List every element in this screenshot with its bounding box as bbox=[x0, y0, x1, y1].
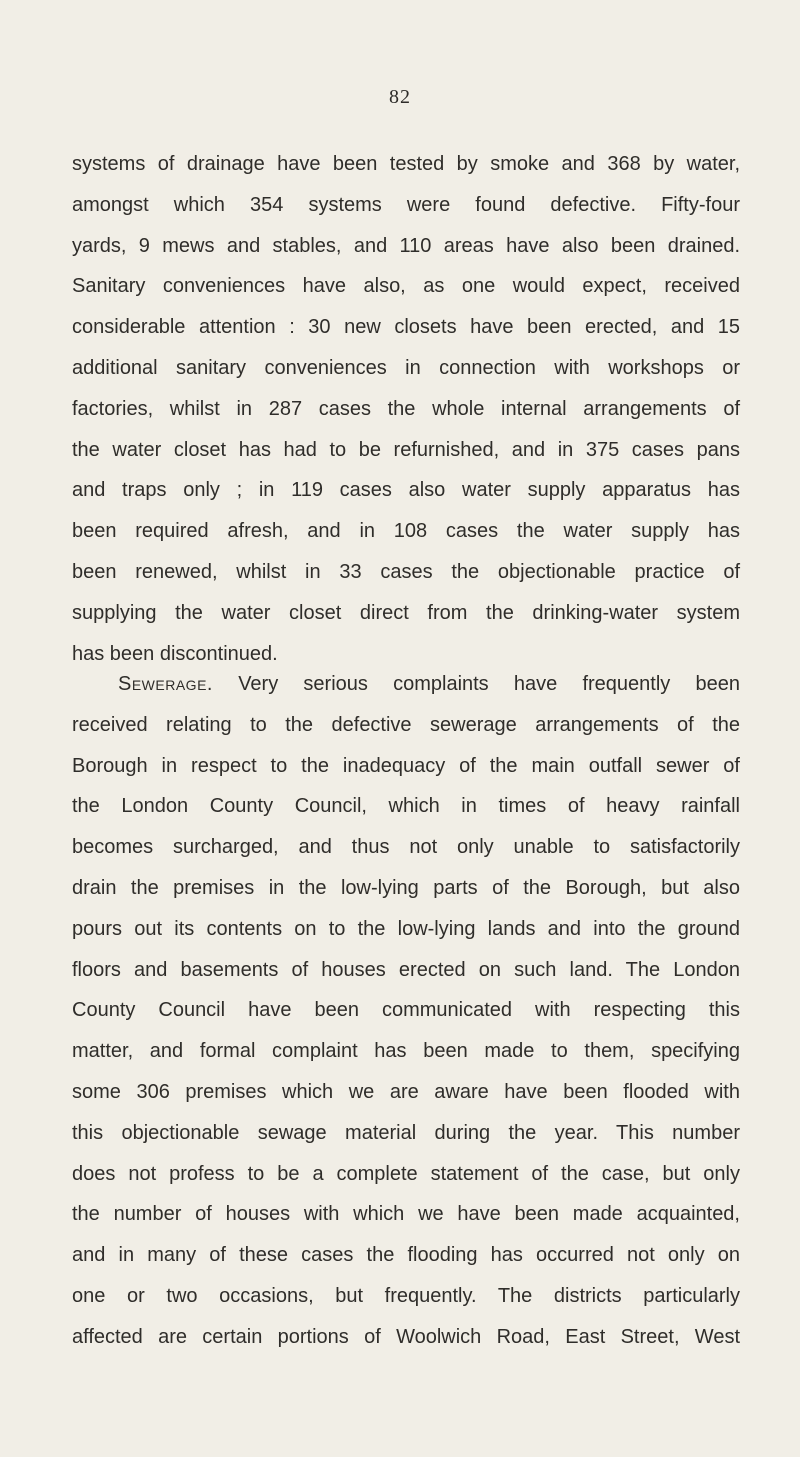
text-line: yards, 9 mews and stables, and 110 areas have also been drained. bbox=[72, 234, 740, 257]
text-line: the number of houses with which we have been made acquainted, bbox=[72, 1203, 740, 1226]
text-line-first-rest: Very serious complaints have frequently been bbox=[238, 673, 740, 695]
page-number: 82 bbox=[389, 86, 411, 108]
text-line: some 306 premises which we are aware have been flooded with bbox=[72, 1080, 740, 1103]
text-line: Sanitary conveniences have also, as one would expect, received bbox=[72, 275, 740, 298]
text-line: affected are certain portions of Woolwich Road, East Street, West bbox=[72, 1325, 740, 1348]
text-line: pours out its contents on to the low-lying lands and into the ground bbox=[72, 917, 740, 940]
text-line: and traps only ; in 119 cases also water supply apparatus has bbox=[72, 479, 740, 502]
text-line: the water closet has had to be refurnished, and in 375 cases pans bbox=[72, 438, 740, 461]
text-line: systems of drainage have been tested by smoke and 368 by water, bbox=[72, 153, 740, 175]
text-line: this objectionable sewage material during the year. This number bbox=[72, 1121, 740, 1144]
text-line: received relating to the defective sewerage arrangements of the bbox=[72, 713, 740, 736]
paragraph-drainage bbox=[72, 144, 740, 674]
text-line-last: has been discontinued. bbox=[72, 642, 278, 665]
text-line: additional sanitary conveniences in connection with workshops or bbox=[72, 356, 740, 379]
text-line: and in many of these cases the flooding has occurred not only on bbox=[72, 1244, 740, 1267]
text-line-first bbox=[72, 664, 740, 705]
text-line: becomes surcharged, and thus not only unable to satisfactorily bbox=[72, 836, 740, 859]
text-line: factories, whilst in 287 cases the whole internal arrangements of bbox=[72, 397, 740, 420]
text-line: supplying the water closet direct from the drinking-water system bbox=[72, 601, 740, 624]
text-line: been renewed, whilst in 33 cases the objectionable practice of bbox=[72, 560, 740, 583]
text-line: been required afresh, and in 108 cases the water supply has bbox=[72, 520, 740, 543]
paragraph-sewerage bbox=[72, 664, 740, 1358]
text-line: matter, and formal complaint has been made to them, specifying bbox=[72, 1040, 740, 1063]
text-line: County Council have been communicated with respecting this bbox=[72, 999, 740, 1022]
text-line: considerable attention : 30 new closets have been erected, and 15 bbox=[72, 316, 740, 339]
section-heading-sewerage: Sewerage. bbox=[118, 673, 213, 695]
text-line: amongst which 354 systems were found defective. Fifty-four bbox=[72, 193, 740, 216]
text-line: drain the premises in the low-lying parts of the Borough, but also bbox=[72, 876, 740, 899]
text-line: does not profess to be a complete statement of the case, but only bbox=[72, 1162, 740, 1185]
text-line: Borough in respect to the inadequacy of the main outfall sewer of bbox=[72, 754, 740, 777]
text-line: one or two occasions, but frequently. The districts particularly bbox=[72, 1284, 740, 1307]
text-line: the London County Council, which in times of heavy rainfall bbox=[72, 795, 740, 818]
text-line: floors and basements of houses erected on such land. The London bbox=[72, 958, 740, 981]
